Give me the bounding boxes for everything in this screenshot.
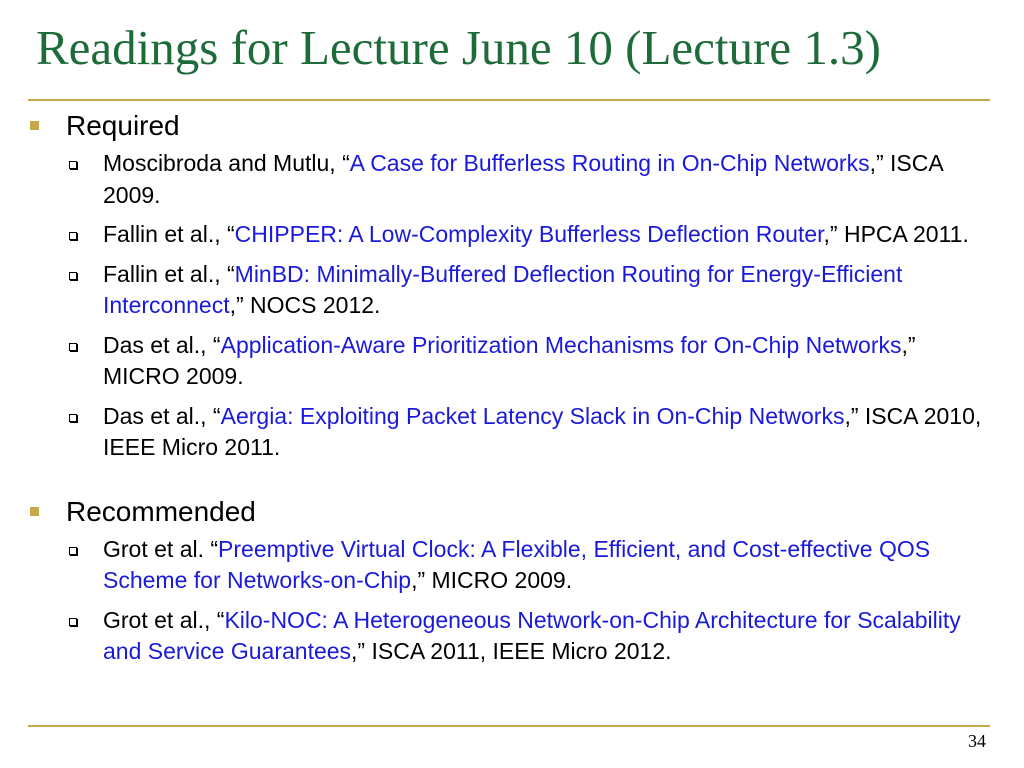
reference-venue: ,” MICRO 2009. bbox=[411, 567, 573, 593]
list-item bbox=[28, 605, 990, 668]
checkbox-bullet-icon bbox=[69, 547, 77, 555]
page-number: 34 bbox=[968, 731, 986, 751]
list-item bbox=[28, 401, 990, 464]
reference-title-link[interactable]: Application-Aware Prioritization Mechanisms for On-Chip Networks bbox=[220, 331, 902, 358]
reference-authors: Fallin et al., “ bbox=[103, 221, 235, 247]
reference-venue: ,” ISCA 2009. bbox=[103, 150, 943, 208]
required-list bbox=[28, 148, 990, 464]
reference-title-link[interactable]: Aergia: Exploiting Packet Latency Slack in On-Chip Networks bbox=[220, 402, 845, 429]
recommended-section bbox=[28, 492, 990, 668]
reference-authors: Grot et al., “ bbox=[103, 606, 225, 633]
title-divider bbox=[28, 99, 990, 101]
reference-authors: Das et al., “ bbox=[103, 402, 221, 429]
reference-venue: ,” HPCA 2011. bbox=[823, 221, 969, 247]
required-heading bbox=[28, 106, 990, 146]
footer-divider bbox=[28, 725, 990, 727]
reference-title-link[interactable]: Preemptive Virtual Clock: A Flexible, Efficient, and Cost-effective QOS Scheme for Networks-on-Chip bbox=[103, 535, 931, 593]
square-bullet-icon bbox=[30, 121, 39, 130]
recommended-heading bbox=[28, 492, 990, 532]
list-item bbox=[28, 534, 990, 597]
checkbox-bullet-icon bbox=[69, 414, 77, 422]
list-item bbox=[28, 148, 990, 211]
reference-title-link[interactable]: A Case for Bufferless Routing in On-Chip Networks bbox=[349, 150, 870, 176]
reference-venue: ,” MICRO 2009. bbox=[103, 331, 916, 389]
reference-venue: ,” ISCA 2011, IEEE Micro 2012. bbox=[351, 638, 672, 664]
reference-title-link[interactable]: Kilo-NOC: A Heterogeneous Network-on-Chip Architecture for Scalability and Service Guarantees bbox=[103, 606, 961, 664]
required-section bbox=[28, 106, 990, 464]
reference-authors: Fallin et al., “ bbox=[103, 260, 235, 287]
reference-venue: ,” NOCS 2012. bbox=[229, 292, 381, 318]
checkbox-bullet-icon bbox=[69, 343, 77, 351]
recommended-list bbox=[28, 534, 990, 668]
list-item bbox=[28, 330, 990, 393]
slide-title: Readings for Lecture June 10 (Lecture 1.3) bbox=[36, 20, 881, 75]
square-bullet-icon bbox=[30, 507, 39, 516]
checkbox-bullet-icon bbox=[69, 272, 77, 280]
reference-authors: Das et al., “ bbox=[103, 331, 221, 358]
reference-authors: Grot et al. “ bbox=[103, 535, 219, 562]
checkbox-bullet-icon bbox=[69, 618, 77, 626]
checkbox-bullet-icon bbox=[69, 232, 77, 240]
reference-authors: Moscibroda and Mutlu, “ bbox=[103, 150, 350, 176]
reference-title-link[interactable]: MinBD: Minimally-Buffered Deflection Routing for Energy-Efficient Interconnect bbox=[103, 260, 903, 318]
checkbox-bullet-icon bbox=[69, 161, 77, 169]
reference-title-link[interactable]: CHIPPER: A Low-Complexity Bufferless Deflection Router bbox=[234, 221, 824, 247]
required-heading-label: Required bbox=[66, 110, 180, 141]
recommended-heading-label: Recommended bbox=[66, 495, 256, 527]
reference-venue: ,” ISCA 2010, IEEE Micro 2011. bbox=[103, 402, 982, 460]
list-item bbox=[28, 219, 990, 251]
slide-content bbox=[28, 106, 990, 668]
list-item bbox=[28, 259, 990, 322]
